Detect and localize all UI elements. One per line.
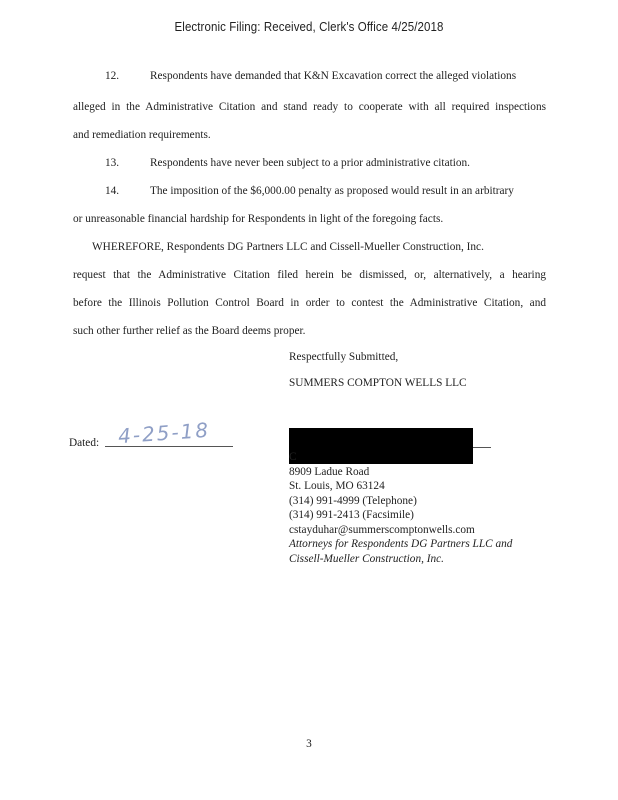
- paragraph-13-line-1: [105, 157, 470, 169]
- wherefore-line-3: before the Illinois Pollution Control Board in order to contest the Administrative Citation, and: [73, 297, 546, 309]
- paragraph-12-line-1: [105, 70, 516, 82]
- email-address[interactable]: cstayduhar@summerscomptonwells.com: [289, 523, 475, 536]
- paragraph-12-line-2: alleged in the Administrative Citation and stand ready to cooperate with all required inspections: [73, 101, 546, 113]
- fax-number: (314) 991-2413 (Facsimile): [289, 509, 414, 521]
- paragraph-12-line-3: and remediation requirements.: [73, 129, 211, 141]
- address-line-2: St. Louis, MO 63124: [289, 480, 385, 492]
- paragraph-number: 14.: [105, 185, 120, 197]
- address-line-1: 8909 Ladue Road: [289, 465, 370, 478]
- wherefore-line-1: WHEREFORE, Respondents DG Partners LLC and Cissell-Mueller Construction, Inc.: [92, 241, 484, 253]
- paragraph-number: 13.: [105, 157, 120, 169]
- attorneys-for-line-1: Attorneys for Respondents DG Partners LLC and: [289, 538, 513, 550]
- page-number: 3: [306, 738, 312, 750]
- firm-name: SUMMERS COMPTON WELLS LLC: [289, 377, 467, 389]
- closing-block: [289, 350, 398, 365]
- handwritten-date: 4-25-18: [117, 417, 211, 449]
- firm-block: [289, 376, 467, 391]
- filing-stamp-header: Electronic Filing: Received, Clerk's Office 4/25/2018: [174, 20, 444, 34]
- signer-name-fragment: C: [289, 451, 297, 463]
- paragraph-text: Respondents have never been subject to a prior administrative citation.: [150, 157, 470, 169]
- phone-number: (314) 991-4999 (Telephone): [289, 494, 417, 507]
- paragraph-14-line-2: or unreasonable financial hardship for Respondents in light of the foregoing facts.: [73, 213, 444, 225]
- dated-label: Dated:: [69, 437, 100, 449]
- attorneys-for-line-2: Cissell-Mueller Construction, Inc.: [289, 552, 445, 565]
- paragraph-number: 12.: [105, 70, 120, 82]
- paragraph-14-line-1: [105, 185, 514, 197]
- paragraph-text: Respondents have demanded that K&N Excavation correct the alleged violations: [150, 70, 517, 82]
- signature-block: [289, 450, 512, 566]
- wherefore-line-4: such other further relief as the Board deems proper.: [73, 325, 306, 337]
- wherefore-line-2: request that the Administrative Citation filed herein be dismissed, or, alternatively, a hearing: [73, 269, 546, 281]
- paragraph-text: The imposition of the $6,000.00 penalty as proposed would result in an arbitrary: [150, 185, 514, 197]
- respectfully-submitted: Respectfully Submitted,: [289, 351, 399, 363]
